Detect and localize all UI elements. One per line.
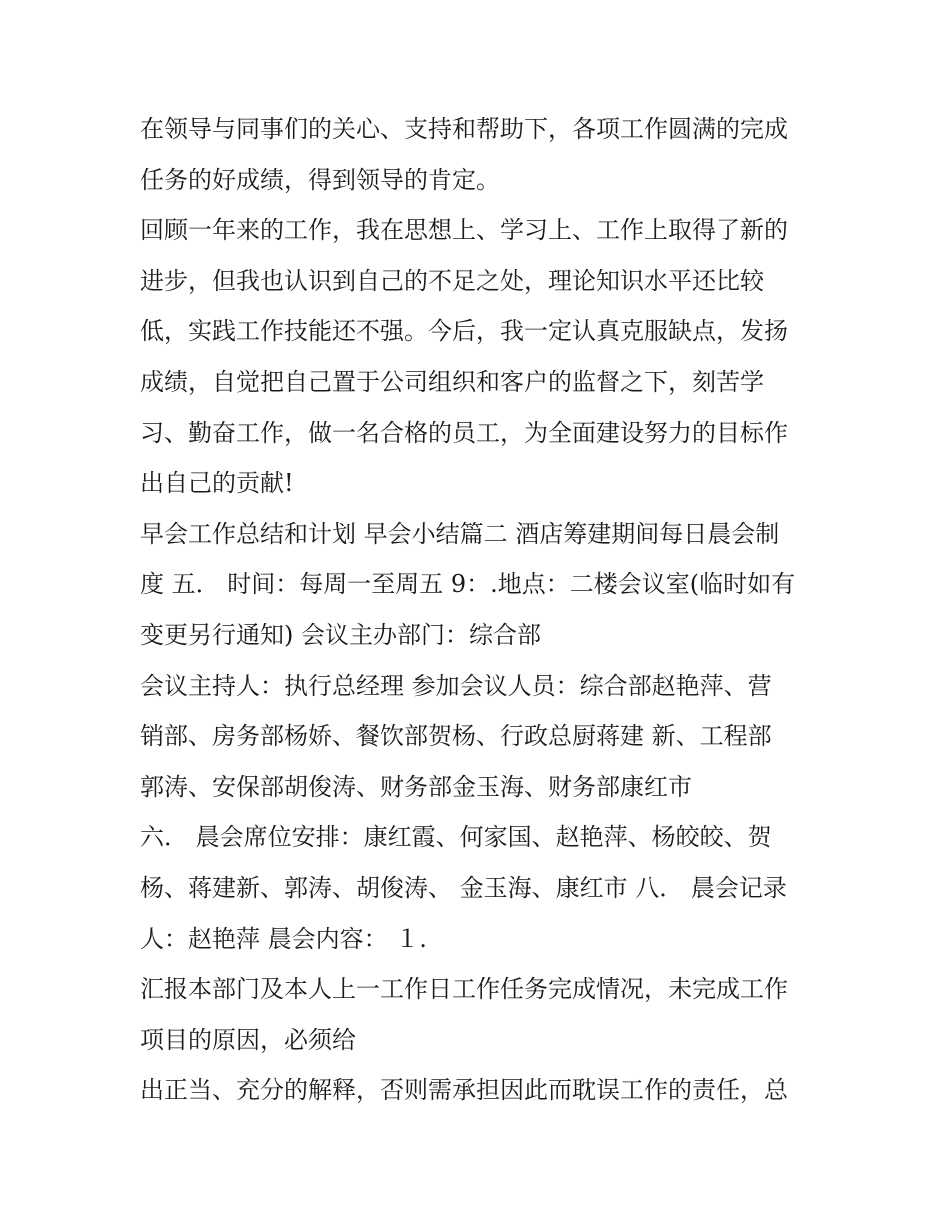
text-line: 会议主持人：执行总经理 参加会议人员：综合部赵艳萍、营 [140, 671, 772, 700]
text-line: 杨、蒋建新、郭涛、胡俊涛、 金玉海、康红市 八． 晨会记录 [140, 873, 787, 902]
text-line: 度 五． 时间：每周一至周五 9：.地点：二楼会议室(临时如有 [140, 570, 796, 599]
text-line: 变更另行通知) 会议主办部门：综合部 [140, 620, 541, 649]
body-text [140, 104, 820, 1116]
text-line: 进步，但我也认识到自己的不足之处，理论知识水平还比较 [140, 266, 764, 295]
text-line: 低，实践工作技能还不强。今后，我一定认真克服缺点，发扬 [140, 317, 788, 346]
text-line: 习、勤奋工作，做一名合格的员工，为全面建设努力的目标作 [140, 418, 788, 447]
text-line: 项目的原因，必须给 [140, 1025, 356, 1054]
text-line: 销部、房务部杨娇、餐饮部贺杨、行政总厨蒋建 新、工程部 [140, 722, 772, 751]
text-line: 回顾一年来的工作，我在思想上、学习上、工作上取得了新的 [140, 216, 788, 245]
text-line: 出自己的贡献! [140, 469, 294, 498]
text-line: 人：赵艳萍 晨会内容： １. [140, 924, 427, 953]
text-line: 出正当、充分的解释，否则需承担因此而耽误工作的责任，总 [140, 1076, 788, 1105]
text-line: 六． 晨会席位安排：康红霞、何家国、赵艳萍、杨皎皎、贺 [140, 823, 772, 852]
text-line: 任务的好成绩，得到领导的肯定。 [140, 165, 500, 194]
text-line: 成绩，自觉把自己置于公司组织和客户的监督之下，刻苦学 [140, 367, 764, 396]
text-line: 汇报本部门及本人上一工作日工作任务完成情况，未完成工作 [140, 975, 788, 1004]
text-line: 在领导与同事们的关心、支持和帮助下，各项工作圆满的完成 [140, 115, 788, 143]
text-line: 早会工作总结和计划 早会小结篇二 酒店筹建期间每日晨会制 [140, 519, 780, 548]
text-line: 郭涛、安保部胡俊涛、财务部金玉海、财务部康红市 [140, 772, 692, 801]
